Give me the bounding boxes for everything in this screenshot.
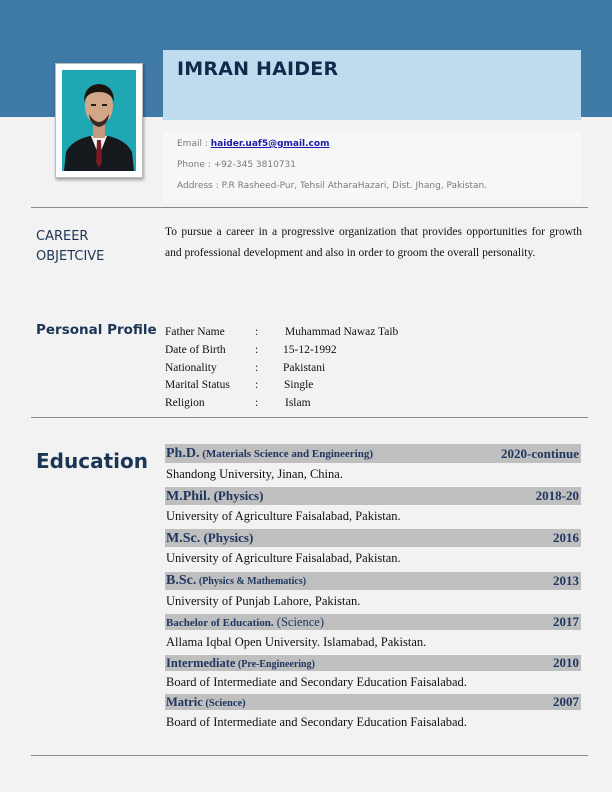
edu-institute: University of Agriculture Faisalabad, Pakistan. [166,509,401,523]
profile-label: Marital Status [165,379,230,391]
edu-degree-detail: (Physics) [200,530,254,545]
edu-institute: Allama Iqbal Open University. Islamabad, Pakistan. [166,635,427,649]
personal-profile-heading: Personal Profile [36,322,157,338]
edu-degree-bar [165,487,581,505]
edu-degree-detail: (Materials Science and Engineering) [199,448,373,460]
profile-colon: : [255,326,259,338]
education-heading: Education [36,449,148,473]
career-objective-heading-line2: OBJETCIVE [36,249,105,264]
edu-degree-detail: (Science) [202,698,246,709]
edu-institute: Shandong University, Jinan, China. [166,467,343,481]
edu-degree [166,614,324,631]
edu-year: 2020-continue [501,446,579,461]
edu-degree-detail: (Physics & Mathematics) [196,576,307,587]
edu-degree-name: Matric [166,695,203,709]
edu-year: 2018-20 [535,488,579,503]
profile-value: Muhammad Nawaz Taib [285,326,399,338]
divider-bottom [31,755,588,756]
profile-value: 15-12-1992 [283,344,337,356]
edu-year: 2016 [553,530,579,545]
profile-value: Pakistani [283,362,326,374]
career-objective-text: To pursue a career in a progressive organization that provides opportunities for growth and professional development and also in order to groom the overall personality. [165,226,582,259]
name-box [163,50,581,120]
profile-value: Islam [285,397,311,409]
career-objective-heading-line1: CAREER [36,229,89,244]
edu-institute: University of Punjab Lahore, Pakistan. [166,594,361,608]
candidate-name: IMRAN HAIDER [177,58,339,80]
edu-degree-detail: (Science) [273,615,324,629]
edu-degree-bar [165,614,581,630]
edu-degree-bar [165,655,581,671]
career-objective-heading [36,227,104,267]
edu-degree-detail: (Physics) [210,488,264,503]
edu-degree [166,694,246,712]
edu-degree-name: B.Sc. [166,573,197,588]
edu-institute: Board of Intermediate and Secondary Education Faisalabad. [166,675,467,689]
edu-degree-name: M.Phil. [166,489,211,504]
email-link[interactable]: haider.uaf5@gmail.com [210,139,330,149]
profile-colon: : [255,344,259,356]
edu-institute: Board of Intermediate and Secondary Education Faisalabad. [166,715,467,729]
edu-degree-name: Ph.D. [166,446,200,461]
profile-photo [55,63,143,178]
edu-degree-bar [165,444,581,463]
edu-degree [166,572,306,591]
email-line [177,139,329,149]
edu-year: 2017 [553,614,579,629]
edu-degree [166,529,253,548]
edu-degree-bar [165,572,581,590]
edu-degree-name: M.Sc. [166,531,201,546]
profile-colon: : [255,362,259,374]
profile-value: Single [284,379,314,391]
profile-colon: : [255,379,259,391]
phone-line: Phone : +92-345 3810731 [177,160,296,170]
contact-box [163,131,581,203]
email-label: Email : [177,139,211,149]
edu-year: 2007 [553,694,579,709]
profile-label: Religion [165,397,205,409]
edu-degree-bar [165,694,581,710]
edu-degree-bar [165,529,581,547]
edu-year: 2010 [553,655,579,670]
edu-degree-name: Bachelor of Education. [166,617,274,629]
divider-middle [31,417,588,418]
profile-label: Date of Birth [165,344,226,356]
edu-degree [166,444,373,464]
profile-photo-image [62,70,136,171]
divider-top [31,207,588,208]
edu-year: 2013 [553,573,579,588]
edu-degree [166,487,263,506]
edu-institute: University of Agriculture Faisalabad, Pakistan. [166,551,401,565]
edu-degree-name: Intermediate [166,656,236,670]
profile-label: Father Name [165,326,225,338]
address-line: Address : P.R Rasheed-Pur, Tehsil AtharaHazari, Dist. Jhang, Pakistan. [177,181,488,191]
profile-colon: : [255,397,259,409]
edu-degree [166,655,315,673]
edu-degree-detail: (Pre-Engineering) [235,659,315,670]
profile-label: Nationality [165,362,217,374]
